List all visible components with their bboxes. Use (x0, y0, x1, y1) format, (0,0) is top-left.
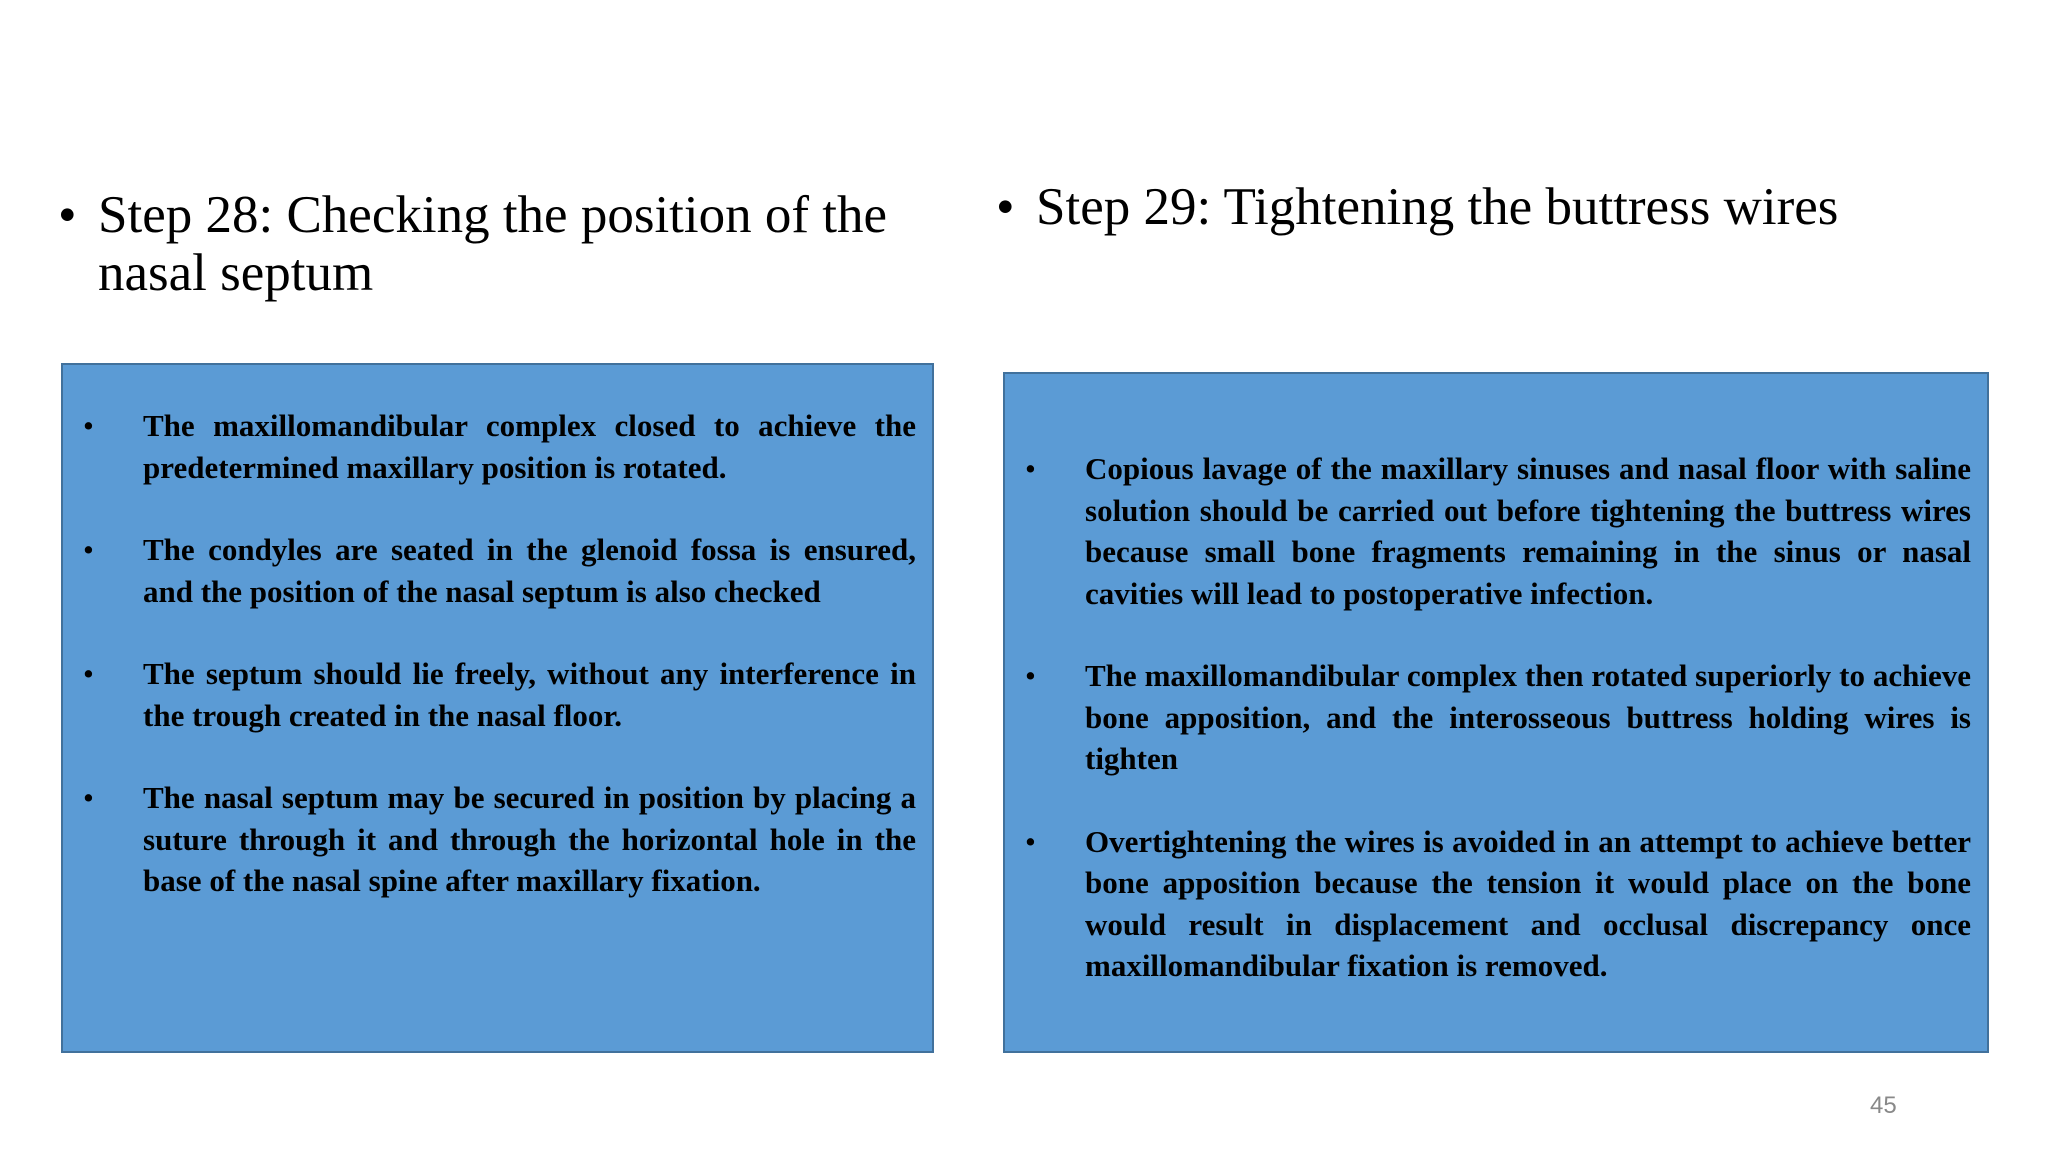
step-29-heading-text: Step 29: Tightening the buttress wires (1036, 178, 1839, 236)
step-29-bullet-list (1021, 448, 1971, 987)
list-item (79, 529, 916, 612)
bullet-dot: • (1025, 823, 1036, 859)
list-item (1021, 821, 1971, 987)
step-28-bullet-list (79, 405, 916, 902)
list-item-text: The maxillomandibular complex then rotated superiorly to achieve bone apposition, and the interosseous buttress holding wires is tighten (1085, 658, 1971, 776)
list-item (79, 777, 916, 902)
list-item-text: The condyles are seated in the glenoid fossa is ensured, and the position of the nasal septum is also checked (143, 532, 916, 609)
list-item-text: The nasal septum may be secured in position by placing a suture through it and through the horizontal hole in the base of the nasal spine after maxillary fixation. (143, 780, 916, 898)
step-28-heading (58, 186, 918, 302)
heading-bullet: • (58, 186, 77, 244)
step-28-heading-text: Step 28: Checking the position of the nasal septum (98, 186, 888, 302)
list-item-text: The maxillomandibular complex closed to achieve the predetermined maxillary position is rotated. (143, 408, 916, 485)
step-29-content-box (1003, 372, 1989, 1053)
list-item (79, 653, 916, 736)
bullet-dot: • (83, 408, 94, 443)
list-item-text: Overtightening the wires is avoided in an attempt to achieve better bone apposition because the tension it would place on the bone would result in displacement and occlusal discrepancy once maxillomandibular fixation is removed. (1085, 823, 1971, 983)
bullet-dot: • (1025, 451, 1036, 486)
list-item (79, 405, 916, 488)
list-item-text: Copious lavage of the maxillary sinuses and nasal floor with saline solution should be carried out before tightening the buttress wires because small bone fragments remaining in the sinus or nasal cavities will lead to postoperative infection. (1085, 451, 1971, 611)
heading-bullet: • (996, 178, 1015, 236)
bullet-dot: • (83, 780, 94, 815)
bullet-dot: • (83, 656, 94, 691)
list-item-text: The septum should lie freely, without any interference in the trough created in the nasal floor. (143, 656, 916, 733)
step-29-heading (996, 178, 1896, 236)
step-28-content-box (61, 363, 934, 1053)
list-item (1021, 655, 1971, 780)
list-item (1021, 448, 1971, 614)
page-number: 45 (1870, 1092, 1897, 1119)
bullet-dot: • (83, 532, 94, 567)
bullet-dot: • (1025, 658, 1036, 693)
